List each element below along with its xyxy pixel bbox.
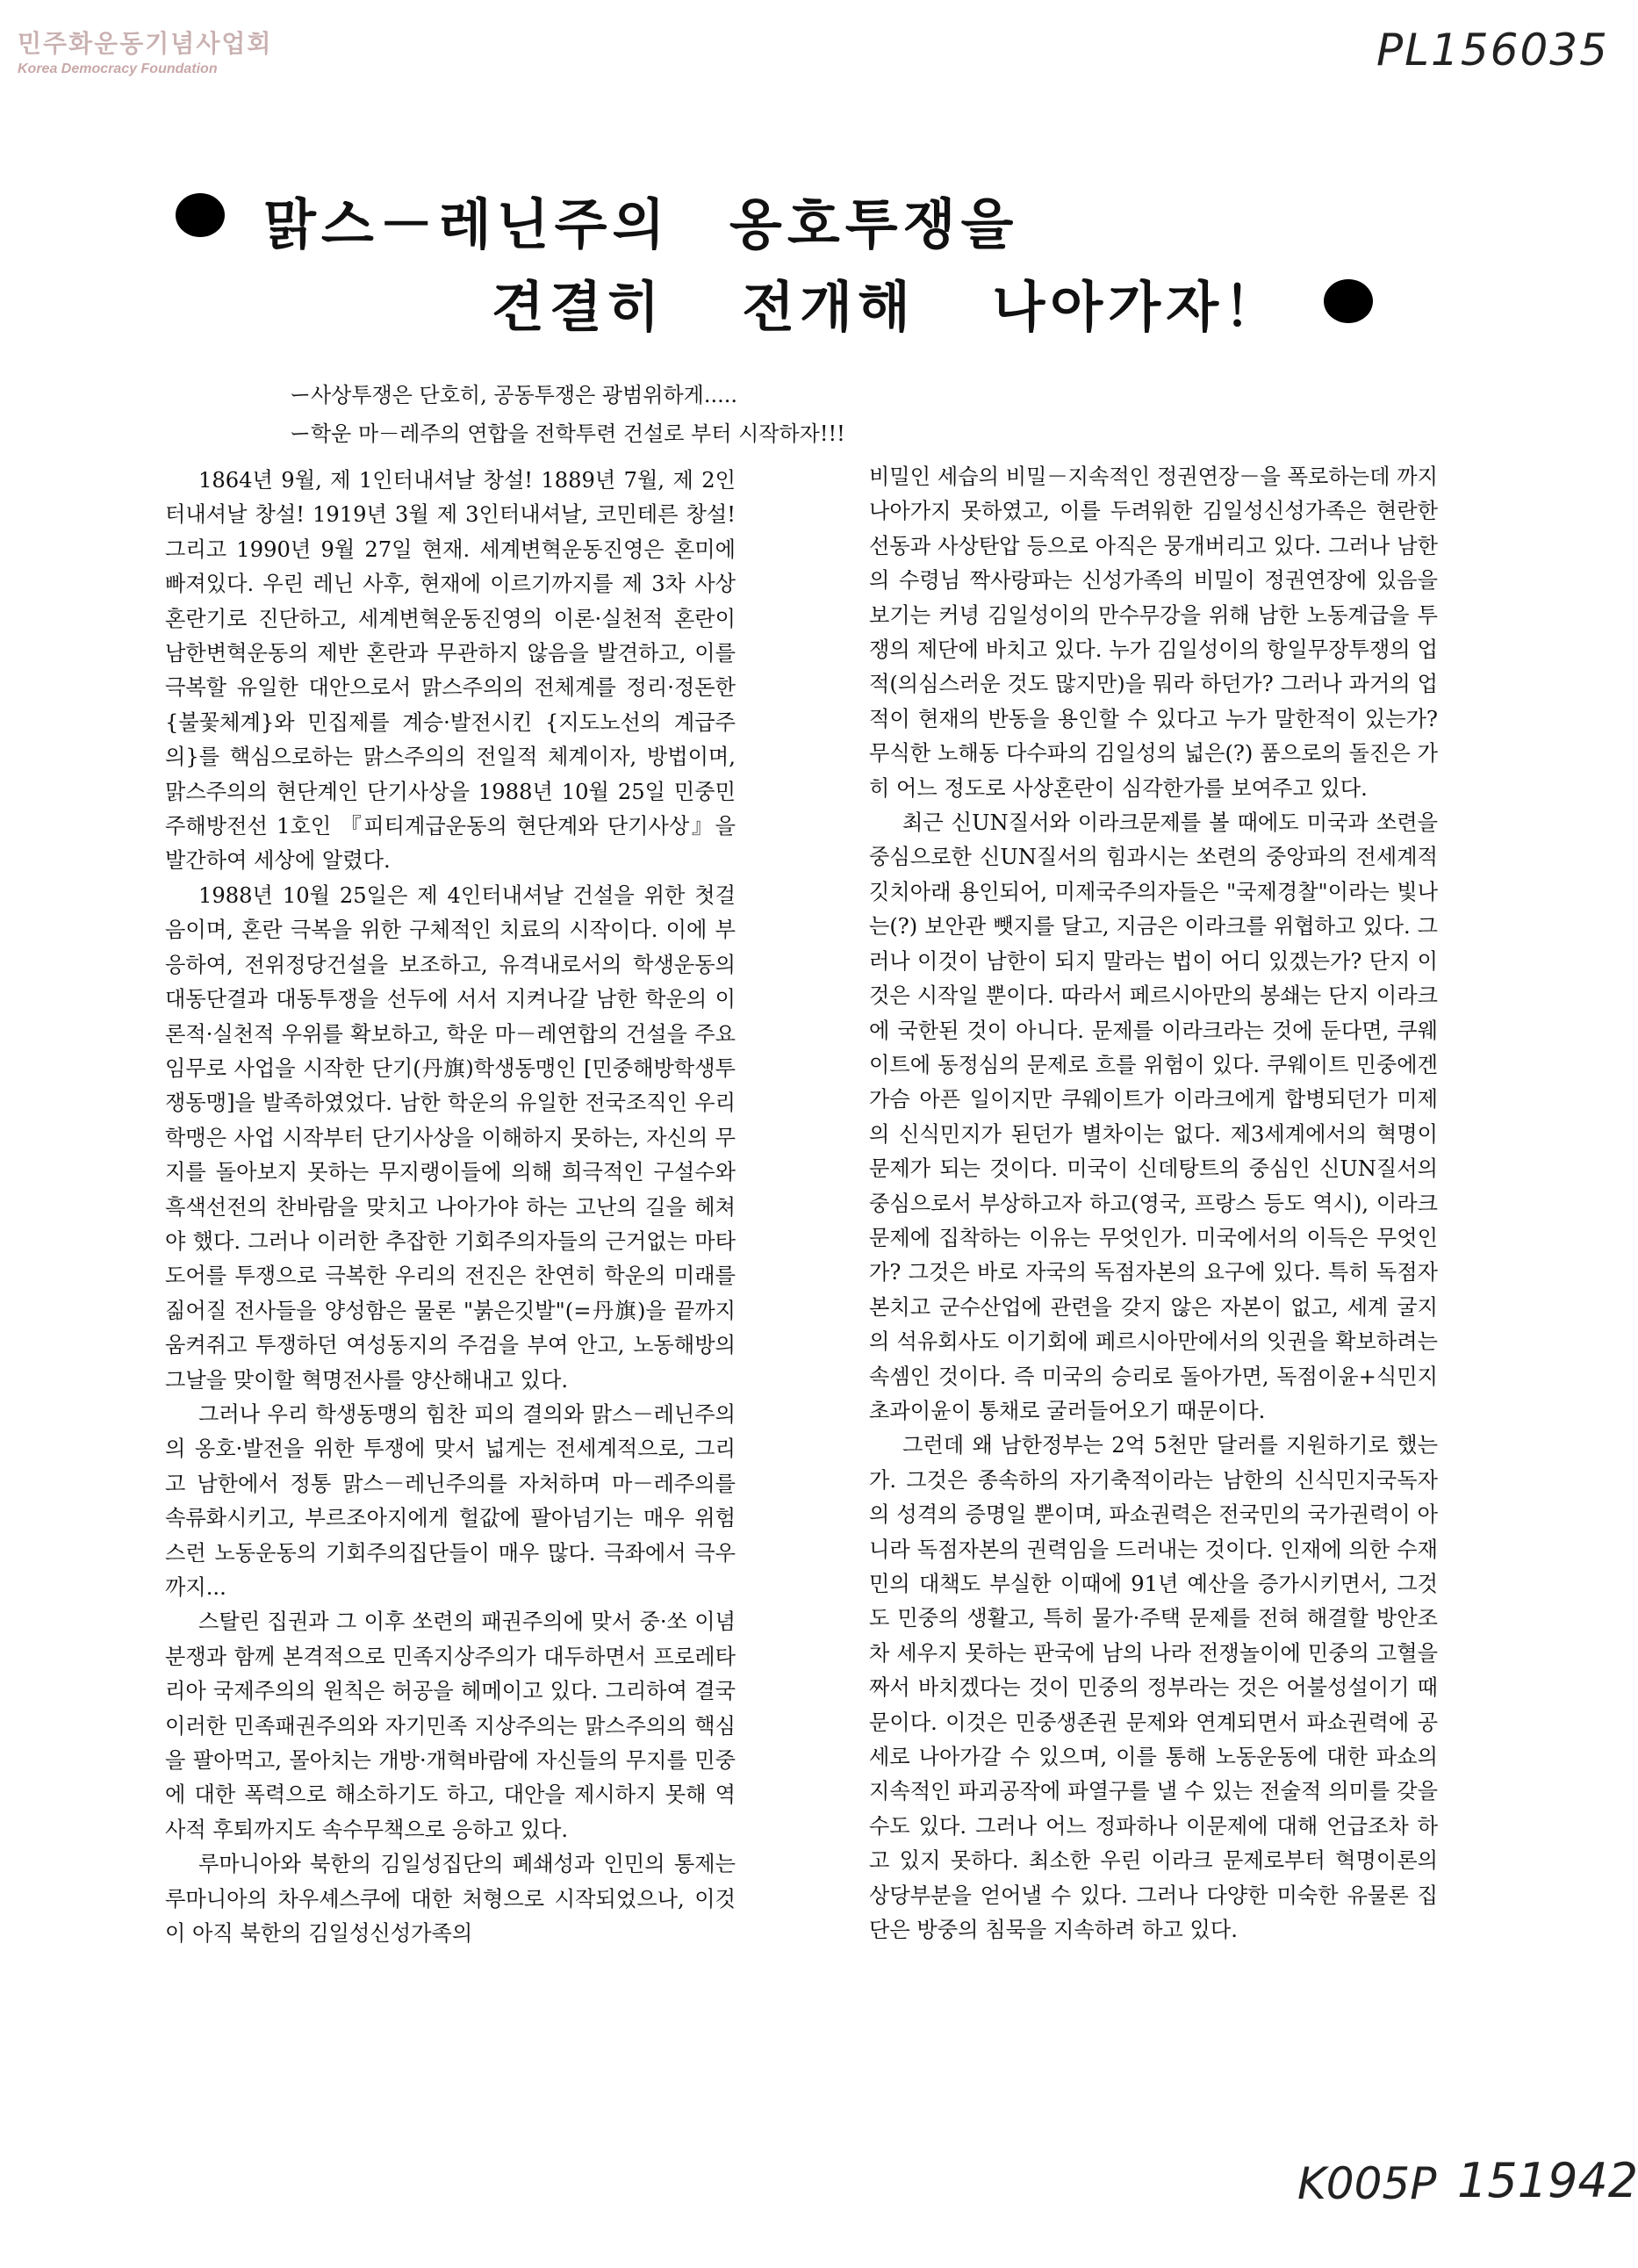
handwritten-number: 151942 [1457, 2153, 1638, 2208]
handwritten-code: K005P [1297, 2158, 1437, 2209]
logo-korean-text: 민주화운동기념사업회 [18, 29, 273, 58]
title-line-2: 견결히 전개해 나아가자！ [492, 275, 1284, 339]
body-right-column [869, 460, 1438, 1948]
paragraph: 최근 신UN질서와 이라크문제를 볼 때에도 미국과 쏘련을 중심으로한 신UN질서의 힘과시는 쏘련의 중앙파의 전세계적 깃치아래 용인되어, 미제국주의자들은 "국제경찰"이라는 빛나는(?) 보안관 뺏지를 달고, 지금은 이라크를 위협하고 있다. 그러나 이것이 남한이 되지 말라는 법이 어디 있겠는가? 단지 이것은 시작일 뿐이다. 따라서 페르시아만의 봉쇄는 단지 이라크에 국한된 것이 아니다. 문제를 이라크라는 것에 둔다면, 쿠웨이트에 동정심의 문제로 흐를 위험이 있다. 쿠웨이트 민중에겐 가슴 아픈 일이지만 쿠웨이트가 이라크에게 합병되던가 미제의 신식민지가 된던가 별차이는 없다. 제3세계에서의 혁명이 문제가 되는 것이다. 미국이 신데탕트의 중심인 신UN질서의 중심으로서 부상하고자 하고(영국, 프랑스 등도 역시), 이라크 문제에 집착하는 이유는 무엇인가. 미국에서의 이득은 무엇인가? 그것은 바로 자국의 독점자본의 요구에 있다. 특히 독점자본치고 군수산업에 관련을 갖지 않은 자본이 없고, 세계 굴지의 석유회사도 이기회에 페르시아만에서의 잇권을 확보하려는 속셈인 것이다. 즉 미국의 승리로 돌아가면, 독점이윤+식민지 초과이윤이 통채로 굴러들어오기 때문이다. [869, 810, 1438, 1423]
paragraph: 1864년 9월, 제 1인터내셔날 창설! 1889년 7월, 제 2인터내셔날 창설! 1919년 3월 제 3인터내셔날, 코민테른 창설! 그리고 1990년 9월 27일 현재. 세계변혁운동진영은 혼미에 빠져있다. 우린 레닌 사후, 현재에 이르기까지를 제 3차 사상혼란기로 진단하고, 세계변혁운동진영의 이론·실천적 혼란이 남한변혁운동의 제반 혼란과 무관하지 않음을 발견하고, 이를 극복할 유일한 대안으로서 맑스주의의 전체계를 정리·정돈한 {불꽃체계}와 민집제를 계승·발전시킨 {지도노선의 계급주의}를 핵심으로하는 맑스주의의 전일적 체계이자, 방법이며, 맑스주의의 현단계인 단기사상을 1988년 10월 25일 민중민주해방전선 1호인 『피티계급운동의 현단계와 단기사상』을 발간하여 세상에 알렸다. [165, 468, 736, 874]
subtitle-2: ー학운 마－레주의 연합을 전학투련 건설로 부터 시작하자!!! [290, 421, 845, 446]
subtitle-1: ー사상투쟁은 단호히, 공동투쟁은 광범위하게..... [290, 383, 737, 407]
title-line-1: 맑스－레닌주의 옹호투쟁을 [263, 192, 1019, 256]
paragraph: 그러나 우리 학생동맹의 힘찬 피의 결의와 맑스－레닌주의의 옹호·발전을 위한 투쟁에 맞서 넓게는 전세계적으로, 그리고 남한에서 정통 맑스－레닌주의를 자처하며 마－레주의를 속류화시키고, 부르조아지에게 헐값에 팔아넘기는 매우 위험스런 노동운동의 기회주의집단들이 매우 많다. 극좌에서 극우까지... [165, 1401, 736, 1600]
paragraph: 그런데 왜 남한정부는 2억 5천만 달러를 지원하기로 했는가. 그것은 종속하의 자기축적이라는 남한의 신식민지국독자의 성격의 증명일 뿐이며, 파쇼권력은 전국민의 국가권력이 아니라 독점자본의 권력임을 드러내는 것이다. 인재에 의한 수재민의 대책도 부실한 이때에 91년 예산을 증가시키면서, 그것도 민중의 생활고, 특히 물가·주택 문제를 전혀 해결할 방안조차 세우지 못하는 판국에 남의 나라 전쟁놀이에 민중의 고혈을 짜서 바치겠다는 것이 민중의 정부라는 것은 어불성설이기 때문이다. 이것은 민중생존권 문제와 연계되면서 파쇼권력에 공세로 나아가갈 수 있으며, 이를 통해 노동운동에 대한 파쇼의 지속적인 파괴공작에 파열구를 낼 수 있는 전술적 의미를 갖을 수도 있다. 그러나 어느 정파하나 이문제에 대해 언급조차 하고 있지 못하다. 최소한 우린 이라크 문제로부터 혁명이론의 상당부분을 얻어낼 수 있다. 그러나 다양한 미숙한 유물론 집단은 방중의 침묵을 지속하려 하고 있다. [869, 1433, 1438, 1943]
paragraph: 스탈린 집권과 그 이후 쏘련의 패권주의에 맞서 중·쏘 이념분쟁과 함께 본격적으로 민족지상주의가 대두하면서 프로레타리아 국제주의의 원칙은 허공을 헤메이고 있다. 그리하여 결국 이러한 민족패권주의와 자기민족 지상주의는 맑스주의의 핵심을 팔아먹고, 몰아치는 개방·개혁바람에 자신들의 무지를 민중에 대한 폭력으로 해소하기도 하고, 대안을 제시하지 못해 역사적 후퇴까지도 속수무책으로 응하고 있다. [165, 1609, 736, 1842]
foundation-logo [18, 25, 272, 77]
bullet-dot-icon [176, 193, 225, 237]
paragraph: 비밀인 세습의 비밀－지속적인 정권연장－을 폭로하는데 까지 나아가지 못하였고, 이를 두려워한 김일성신성가족은 현란한 선동과 사상탄압 등으로 아직은 뭉개버리고 있다. 그러나 남한의 수령님 짝사랑파는 신성가족의 비밀이 정권연장에 있음을 보기는 커녕 김일성이의 만수무강을 위해 남한 노동계급을 투쟁의 제단에 바치고 있다. 누가 김일성이의 항일무장투쟁의 업적(의심스러운 것도 많지만)을 뭐라 하던가? 그러나 과거의 업적이 현재의 반동을 용인할 수 있다고 누가 말한적이 있는가? 무식한 노해동 다수파의 김일성의 넓은(?) 품으로의 돌진은 가히 어느 정도로 사상혼란이 심각한가를 보여주고 있다. [869, 464, 1438, 801]
logo-english-text: Korea Democracy Foundation [18, 61, 218, 76]
bullet-dot-icon [1324, 279, 1373, 323]
paragraph: 1988년 10월 25일은 제 4인터내셔날 건설을 위한 첫걸음이며, 혼란 극복을 위한 구체적인 치료의 시작이다. 이에 부응하여, 전위정당건설을 보조하고, 유격내로서의 학생운동의 대동단결과 대동투쟁을 선두에 서서 지켜나갈 남한 학운의 이론적·실천적 우위를 확보하고, 학운 마－레연합의 건설을 주요임무로 사업을 시작한 단기(丹旗)학생동맹인 [민중해방학생투쟁동맹]을 발족하였었다. 남한 학운의 유일한 전국조직인 우리 학맹은 사업 시작부터 단기사상을 이해하지 못하는, 자신의 무지를 돌아보지 못하는 무지랭이들에 의해 희극적인 구설수와 흑색선전의 찬바람을 맞치고 나아가야 하는 고난의 길을 헤쳐야 했다. 그러나 이러한 추잡한 기회주의자들의 근거없는 마타도어를 투쟁으로 극복한 우리의 전진은 찬연히 학운의 미래를 짊어질 전사들을 양성함은 물론 "붉은깃발"(=丹旗)을 끝까지 움켜쥐고 투쟁하던 여성동지의 주검을 부여 안고, 노동해방의 그날을 맞이할 혁명전사를 양산해내고 있다. [165, 882, 736, 1393]
paragraph: 루마니아와 북한의 김일성집단의 폐쇄성과 인민의 통제는 루마니아의 차우셰스쿠에 대한 처형으로 시작되었으나, 이것이 아직 북한의 김일성신성가족의 [165, 1852, 736, 1947]
body-left-column [165, 464, 736, 1951]
handwritten-archive-id: PL156035 [1376, 25, 1609, 76]
